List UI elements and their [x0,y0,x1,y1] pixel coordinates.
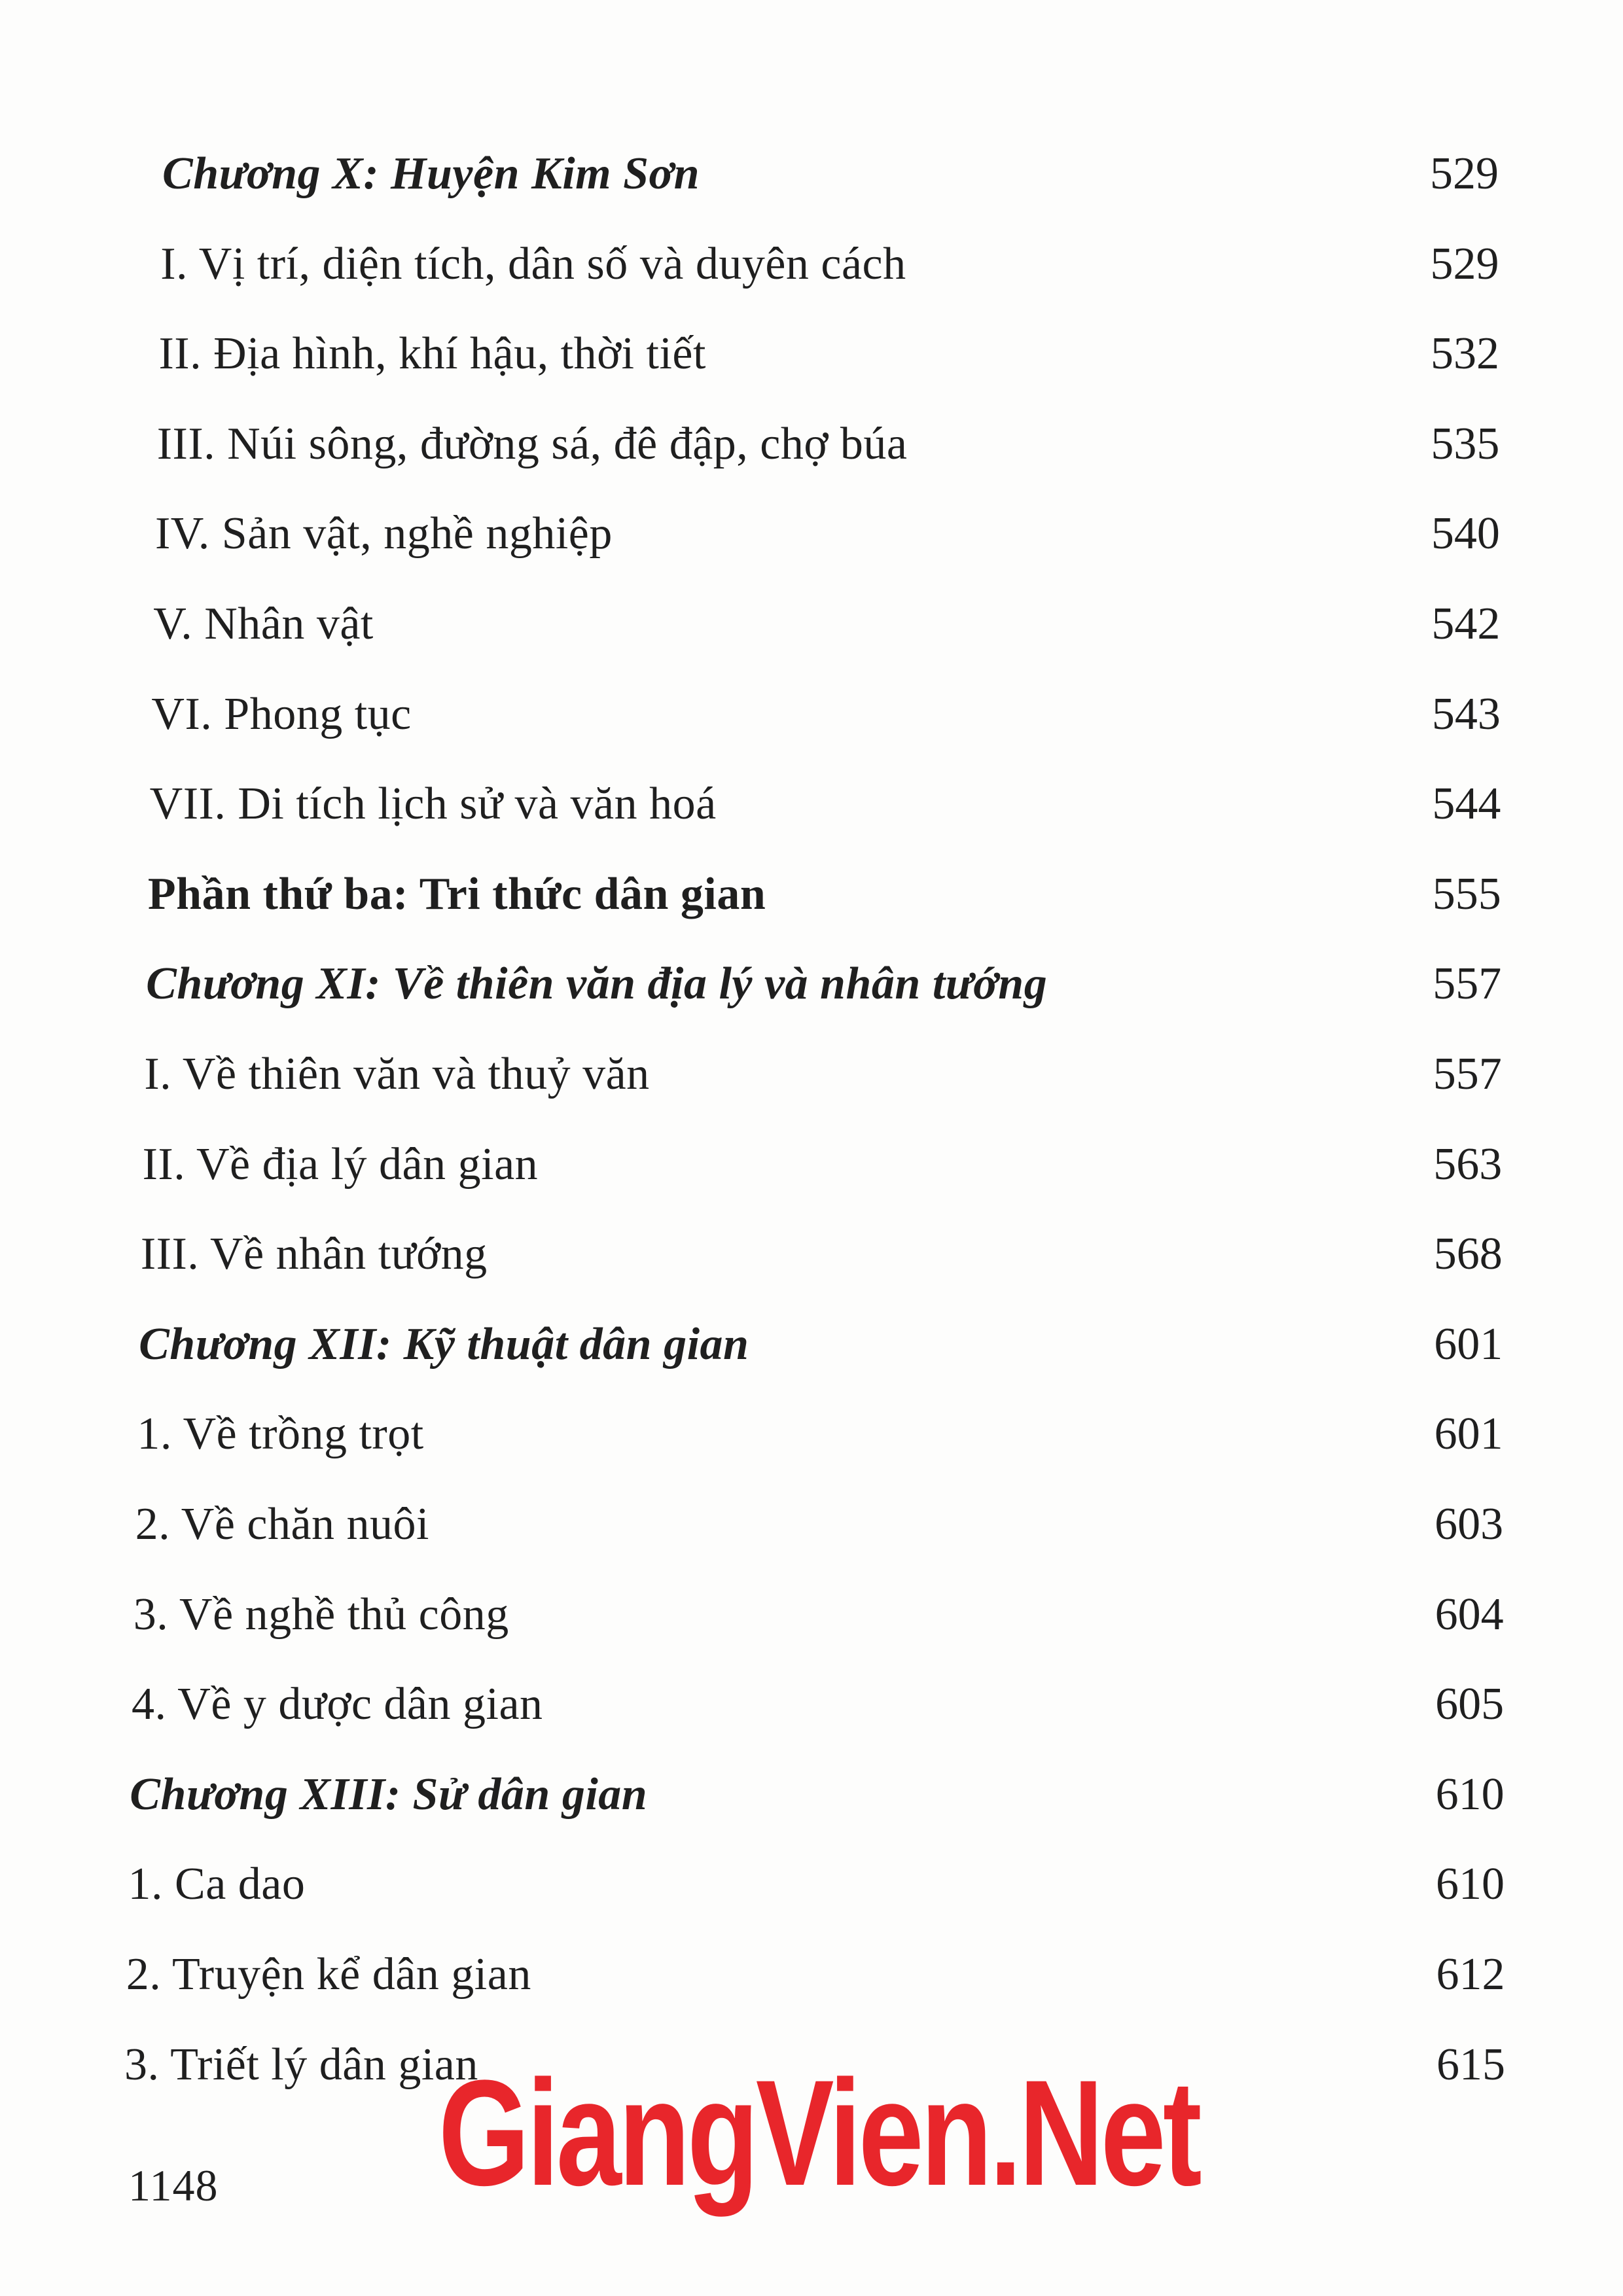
toc-entry-page: 542 [1431,599,1501,649]
toc-entry-page: 544 [1432,779,1501,830]
toc-entry [0,1485,1623,1564]
toc-entry [0,495,1623,573]
toc-entry-page: 535 [1431,418,1500,469]
toc-entry-title: 2. Về chăn nuôi [135,1499,430,1549]
toc-entry-page: 529 [1430,149,1499,199]
toc-entry-title: V. Nhân vật [153,599,374,649]
toc-entry-title: 3. Triết lý dân gian [124,2039,478,2090]
toc-entry-title: Chương XIII: Sử dân gian [130,1769,648,1820]
toc-entry-page: 557 [1433,959,1502,1010]
toc-entry-title: 1. Ca dao [128,1859,306,1910]
page-number: 1148 [128,2161,219,2210]
toc-entry-title: 4. Về y dược dân gian [132,1679,543,1730]
toc-entry-title: 2. Truyện kể dân gian [126,1949,531,2000]
toc-entry-title: Phần thứ ba: Tri thức dân gian [147,868,766,919]
toc-entry-page: 603 [1435,1499,1504,1549]
toc-entry [0,1305,1623,1384]
toc-entry [0,585,1623,663]
toc-entry-title: Chương X: Huyện Kim Sơn [162,149,700,199]
toc-entry [0,855,1623,934]
toc-entry-page: 543 [1431,688,1501,739]
toc-entry-page: 555 [1432,868,1501,919]
toc-entry-title: 3. Về nghề thủ công [133,1589,509,1640]
toc-entry [0,1035,1623,1114]
toc-entry [0,135,1623,213]
toc-entry-page: 557 [1433,1049,1502,1099]
toc-entry [0,765,1623,843]
toc-entry [0,225,1623,304]
toc-entry [0,1215,1623,1294]
toc-entry [0,1576,1623,1654]
toc-entry [0,1935,1623,2014]
toc-entry [0,405,1623,484]
toc-entry-title: 1. Về trồng trọt [137,1409,424,1460]
toc-entry-title: VII. Di tích lịch sử và văn hoá [149,779,717,830]
toc-entry-page: 563 [1433,1139,1503,1190]
toc-entry [0,1845,1623,1924]
toc-entry-title: II. Địa hình, khí hậu, thời tiết [158,328,706,380]
toc-entry-page: 532 [1430,328,1499,380]
toc-entry-title: Chương XI: Về thiên văn địa lý và nhân tướng [146,959,1048,1010]
toc-entry-title: III. Núi sông, đường sá, đê đập, chợ búa [156,418,908,469]
toc-entry-title: I. Vị trí, diện tích, dân số và duyên cách [160,238,906,289]
toc-entry [0,1125,1623,1204]
toc-entry [0,945,1623,1023]
toc-entry [0,675,1623,754]
toc-entry-page: 601 [1434,1409,1503,1460]
toc-entry [0,315,1623,393]
toc-entry-page: 529 [1430,238,1499,289]
toc-entry-page: 540 [1431,508,1500,559]
toc-entry-page: 601 [1434,1318,1503,1369]
watermark-logo: GiangVien.Net [438,2049,1199,2217]
toc-entry-page: 612 [1436,1949,1505,2000]
toc-entry-title: I. Về thiên văn và thuỷ văn [144,1049,650,1099]
toc-entry [0,1395,1623,1474]
toc-entry-title: VI. Phong tục [151,688,412,739]
toc-entry-page: 610 [1436,1859,1505,1910]
toc-entry-page: 568 [1433,1229,1503,1280]
toc-entry-page: 605 [1435,1679,1505,1730]
toc-entry [0,1756,1623,1834]
toc-entry-page: 615 [1436,2039,1505,2090]
toc-entry-title: III. Về nhân tướng [140,1229,488,1280]
toc-entry [0,1665,1623,1744]
toc-entry-page: 610 [1435,1769,1505,1820]
toc-entry-title: IV. Sản vật, nghề nghiệp [154,508,613,559]
toc-entry-title: II. Về địa lý dân gian [142,1139,539,1190]
toc-entry-page: 604 [1435,1589,1504,1640]
toc-entry-title: Chương XII: Kỹ thuật dân gian [139,1318,749,1369]
